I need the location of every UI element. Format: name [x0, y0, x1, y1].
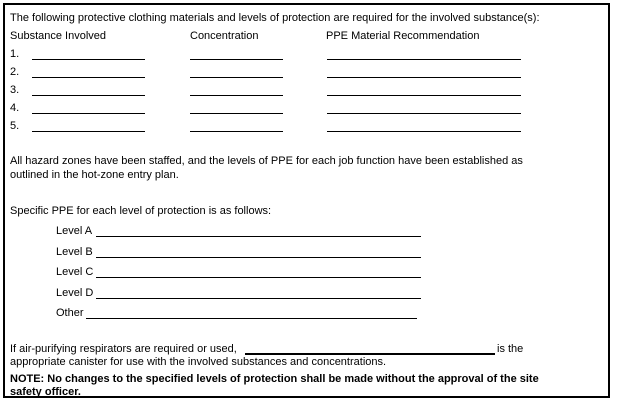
intro-text: The following protective clothing materials and levels of protection are required for the involved substance(s): [10, 12, 540, 24]
substance-field[interactable] [32, 59, 145, 60]
level-c-label: Level C [56, 266, 94, 278]
respirator-text-line2: appropriate canister for use with the involved substances and concentrations. [10, 356, 387, 368]
staffing-text-line2: outlined in the hot-zone entry plan. [10, 169, 179, 181]
row-number: 3. [10, 84, 20, 96]
row-number: 4. [10, 102, 20, 114]
substance-field[interactable] [32, 95, 145, 96]
level-b-label: Level B [56, 246, 93, 258]
concentration-field[interactable] [190, 59, 283, 60]
level-d-field[interactable] [96, 298, 421, 299]
row-number: 5. [10, 120, 20, 132]
level-b-field[interactable] [96, 257, 421, 258]
note-line2: safety officer. [10, 386, 81, 398]
substance-field[interactable] [32, 113, 145, 114]
level-d-label: Level D [56, 287, 94, 299]
header-ppe: PPE Material Recommendation [326, 30, 480, 42]
ppe-field[interactable] [327, 59, 521, 60]
note-line1: NOTE: No changes to the specified levels of protection shall be made without the approval of the site [10, 373, 539, 385]
substance-field[interactable] [32, 131, 145, 132]
concentration-field[interactable] [190, 95, 283, 96]
row-number: 1. [10, 48, 20, 60]
header-substance: Substance Involved [10, 30, 107, 42]
canister-field[interactable] [245, 353, 495, 355]
level-c-field[interactable] [96, 277, 421, 278]
staffing-text-line1: All hazard zones have been staffed, and the levels of PPE for each job function have been established as [10, 155, 523, 167]
respirator-text-prefix: If air-purifying respirators are required or used, [10, 343, 237, 355]
concentration-field[interactable] [190, 113, 283, 114]
ppe-field[interactable] [327, 77, 521, 78]
concentration-field[interactable] [190, 77, 283, 78]
ppe-field[interactable] [327, 95, 521, 96]
header-concentration: Concentration [190, 30, 259, 42]
other-field[interactable] [86, 318, 417, 319]
other-label: Other [56, 307, 84, 319]
level-a-field[interactable] [96, 236, 421, 237]
concentration-field[interactable] [190, 131, 283, 132]
level-a-label: Level A [56, 225, 93, 237]
ppe-field[interactable] [327, 113, 521, 114]
row-number: 2. [10, 66, 20, 78]
substance-field[interactable] [32, 77, 145, 78]
form-frame [3, 3, 610, 398]
specific-ppe-intro: Specific PPE for each level of protection is as follows: [10, 205, 272, 217]
ppe-field[interactable] [327, 131, 521, 132]
respirator-text-suffix: is the [497, 343, 524, 355]
